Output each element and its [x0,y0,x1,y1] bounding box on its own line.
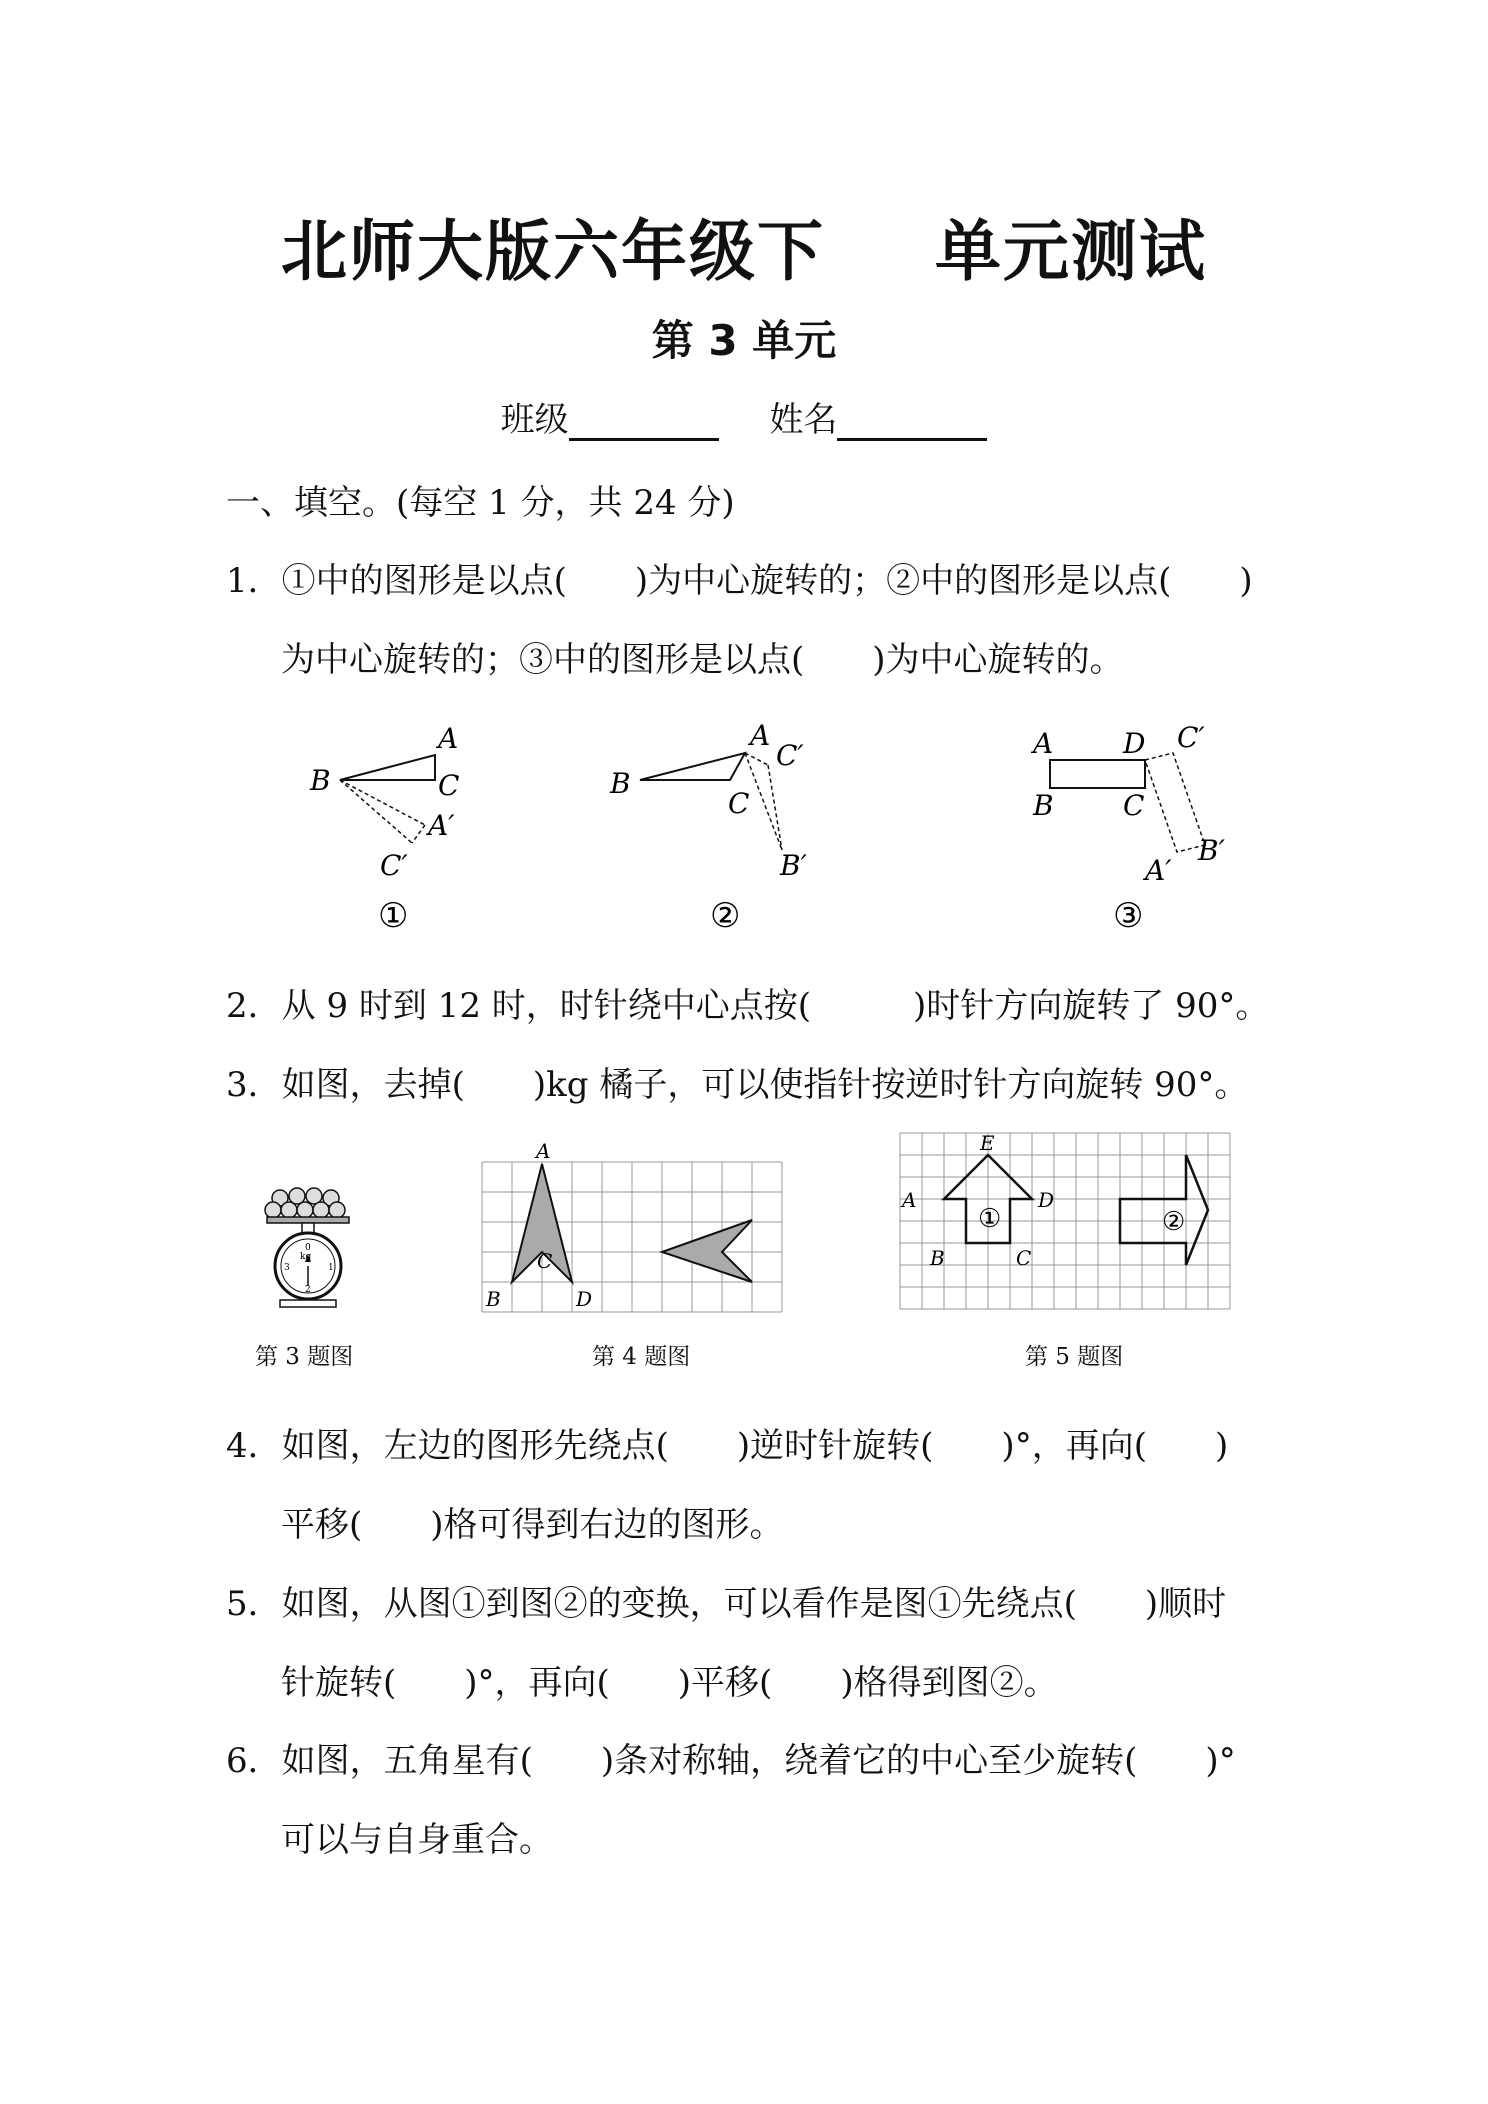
right-arrow-shape [662,1220,752,1282]
label-b: B [1033,789,1054,822]
title-left: 北师大版六年级下 [281,213,825,290]
question-4-line-2: 平移( )格可得到右边的图形。 [281,1505,784,1545]
caption-q4: 第 4 题图 [592,1344,691,1370]
question-5-line-2: 针旋转( )°，再向( )平移( )格得到图②。 [281,1663,1058,1703]
label-b-prime: B′ [1198,834,1225,867]
scale-unit: kg [300,1252,312,1262]
figure-2 [600,715,840,935]
class-blank[interactable] [569,404,719,441]
figure-number: ① [378,896,409,935]
scale-zero: 0 [305,1243,311,1253]
student-info [0,392,1488,441]
question-1-line-1: 1．①中的图形是以点( )为中心旋转的；②中的图形是以点( ) [226,561,1253,601]
unit-label: 第 3 单元 [651,316,837,365]
name-blank[interactable] [837,404,987,441]
dashed-line [340,780,425,825]
label-d: D [1123,727,1146,760]
class-label: 班级 [500,400,569,440]
title-right: 单元测试 [935,213,1207,290]
question-6-line-1: 6．如图，五角星有( )条对称轴，绕着它的中心至少旋转( )° [226,1741,1236,1781]
triangle-abc [640,753,745,780]
scale-figure [255,1180,365,1315]
label-b: B [486,1287,501,1311]
label-c: C [537,1249,553,1273]
question-4-line-1: 4．如图，左边的图形先绕点( )逆时针旋转( )°，再向( ) [226,1426,1229,1466]
shape-2-number: ② [1162,1207,1186,1237]
dashed-rectangle [1145,753,1205,852]
label-d: D [1038,1188,1055,1212]
question-6-line-2: 可以与自身重合。 [281,1820,553,1860]
figure-q4 [470,1140,820,1320]
label-c: C [1123,789,1145,822]
label-a: A [438,722,459,755]
label-b-prime: B′ [780,849,807,882]
label-c-prime: C′ [380,849,408,882]
label-b: B [610,767,631,800]
caption-q3: 第 3 题图 [255,1344,354,1370]
label-a: A [536,1140,551,1163]
label-c: C [1016,1246,1032,1270]
label-e: E [980,1131,995,1155]
question-5-line-1: 5．如图，从图①到图②的变换，可以看作是图①先绕点( )顺时 [226,1584,1227,1624]
figure-1 [300,715,500,935]
scale-one: 1 [328,1263,334,1273]
scale-two: 2 [305,1285,311,1295]
label-a-prime: A′ [428,809,455,842]
label-c: C [438,769,460,802]
label-a: A [750,719,771,752]
label-c: C [728,787,750,820]
label-d: D [576,1287,593,1311]
dashed-line [412,825,425,843]
name-label: 姓名 [769,400,838,440]
dashed-line [768,765,782,850]
figure-3 [1015,715,1265,935]
rectangle-abcd [1050,760,1145,788]
figure-q5 [890,1125,1270,1325]
question-1-line-2: 为中心旋转的；③中的图形是以点( )为中心旋转的。 [281,640,1124,680]
oranges [265,1188,345,1218]
label-c-prime: C′ [776,739,804,772]
label-c-prime: C′ [1177,721,1205,754]
label-a: A [1033,727,1054,760]
question-3: 3．如图，去掉( )kg 橘子，可以使指针按逆时针方向旋转 90°。 [226,1065,1249,1105]
label-a-prime: A′ [1145,854,1172,887]
figure-number: ③ [1113,896,1144,935]
triangle-abc [340,755,435,780]
caption-q5: 第 5 题图 [1025,1344,1124,1370]
label-b: B [930,1246,945,1270]
section-heading: 一、填空。(每空 1 分，共 24 分) [226,483,735,523]
shape-1-number: ① [978,1204,1002,1234]
question-2: 2．从 9 时到 12 时，时针绕中心点按( )时针方向旋转了 90°。 [226,986,1270,1026]
label-a: A [902,1188,917,1212]
page-title [0,198,1488,293]
figure-number: ② [710,896,741,935]
dashed-line [340,780,412,843]
scale-three: 3 [284,1263,290,1273]
label-b: B [310,764,331,797]
